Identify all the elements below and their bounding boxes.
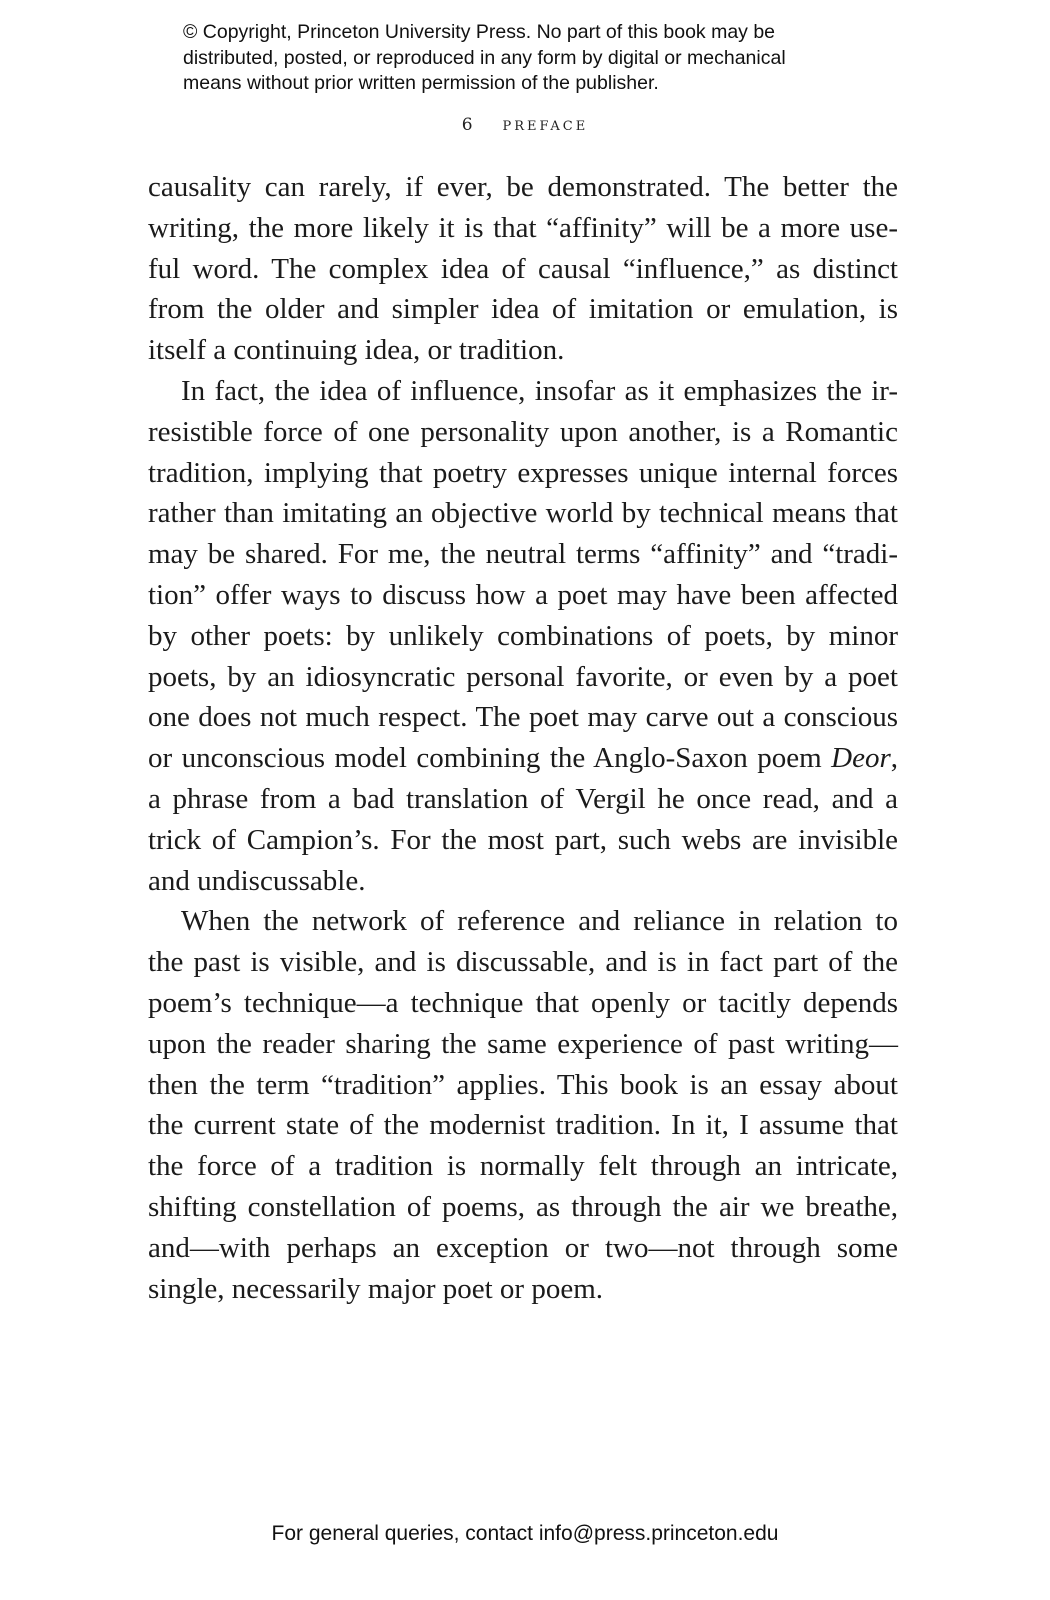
text-line: When the network of reference and reliance in relation to <box>181 905 898 938</box>
section-title: preface <box>502 113 589 135</box>
text-line: upon the reader sharing the same experience of past writing— <box>148 1027 898 1060</box>
copyright-line: means without prior written permission of the publisher. <box>183 72 659 94</box>
text-line: In fact, the idea of influence, insofar as it emphasizes the ir- <box>181 374 898 407</box>
text-line: writing, the more likely it is that “affinity” will be a more use- <box>148 211 898 244</box>
running-head <box>0 113 1050 135</box>
page-number: 6 <box>461 115 473 135</box>
text-line: the past is visible, and is discussable, and is in fact part of the <box>148 946 898 979</box>
text-line: and—with perhaps an exception or two—not through some <box>148 1231 898 1264</box>
text-line: poets, by an idiosyncratic personal favorite, or even by a poet <box>148 660 898 693</box>
copyright-line: © Copyright, Princeton University Press. No part of this book may be <box>183 21 776 43</box>
copyright-notice <box>183 20 883 97</box>
text-line: the force of a tradition is normally felt through an intricate, <box>148 1150 898 1183</box>
body-text <box>148 167 898 1309</box>
copyright-line: distributed, posted, or reproduced in any form by digital or mechanical <box>183 46 786 69</box>
text-line: ful word. The complex idea of causal “influence,” as distinct <box>148 252 898 285</box>
text-line: causality can rarely, if ever, be demonstrated. The better the <box>148 171 898 203</box>
poem-title: Deor <box>831 742 891 775</box>
text-line: itself a continuing idea, or tradition. <box>148 334 565 367</box>
text-line: one does not much respect. The poet may carve out a conscious <box>148 701 898 734</box>
text-line: tradition, implying that poetry expresses unique internal forces <box>148 456 898 489</box>
text-line: poem’s technique—a technique that openly or tacitly depends <box>148 986 898 1019</box>
paragraph-3 <box>148 901 898 1309</box>
text-line: trick of Campion’s. For the most part, such webs are invisible <box>148 823 898 856</box>
text-line: by other poets: by unlikely combinations of poets, by minor <box>148 619 898 652</box>
text-line: shifting constellation of poems, as through the air we breathe, <box>148 1190 898 1223</box>
text-line: from the older and simpler idea of imitation or emulation, is <box>148 293 898 326</box>
text-line: resistible force of one personality upon another, is a Romantic <box>148 415 898 448</box>
text-line: single, necessarily major poet or poem. <box>148 1272 604 1305</box>
footer-contact: For general queries, contact info@press.princeton.edu <box>271 1522 779 1545</box>
text-line: may be shared. For me, the neutral terms “affinity” and “tradi- <box>148 538 898 571</box>
text-line: the current state of the modernist tradition. In it, I assume that <box>148 1109 898 1142</box>
text-fragment: , <box>890 742 898 775</box>
text-line-with-title <box>148 738 898 779</box>
text-line: rather than imitating an objective world by technical means that <box>148 497 898 530</box>
paragraph-2 <box>148 371 898 901</box>
text-line: a phrase from a bad translation of Vergil he once read, and a <box>148 782 898 815</box>
paragraph-1 <box>148 167 898 371</box>
text-line: then the term “tradition” applies. This book is an essay about <box>148 1068 898 1101</box>
text-line: and undiscussable. <box>148 864 366 897</box>
text-fragment: or unconscious model combining the Anglo-Saxon poem <box>148 742 832 775</box>
text-line: tion” offer ways to discuss how a poet may have been affected <box>148 578 898 611</box>
